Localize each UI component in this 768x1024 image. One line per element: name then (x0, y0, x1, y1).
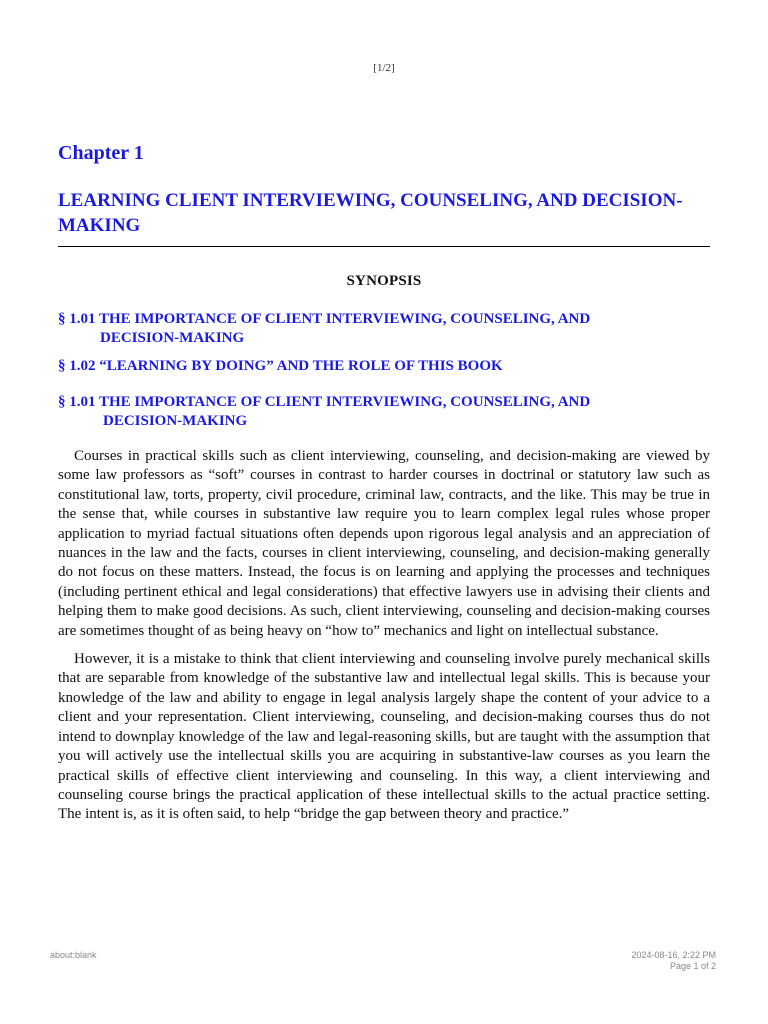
footer-url: about:blank (50, 950, 97, 960)
synopsis-entry-line: § 1.02 “LEARNING BY DOING” AND THE ROLE OF THIS BOOK (58, 358, 503, 374)
section-heading-line: § 1.01 THE IMPORTANCE OF CLIENT INTERVIEWING, COUNSELING, AND (58, 394, 591, 410)
section-heading-line: DECISION-MAKING (103, 413, 248, 429)
footer-datetime: 2024-08-16, 2:22 PM (631, 950, 716, 960)
body-paragraph: However, it is a mistake to think that client interviewing and counseling involve purely mechanical skills that are separable from knowledge of the substantive law and intellectual legal skills. This is because your knowledge of the law and ability to engage in legal analysis largely shape the content of your advice to a client and your representation. Client interviewing, counseling, and decision-making courses thus do not intend to downplay knowledge of the law and legal-reasoning skills, but are taught with the assumption that you will actively use the intellectual skills you are acquiring in substantive-law courses as you learn the practical skills of effective client interviewing and counseling. In this way, a client interviewing and counseling course brings the practical application of these intellectual skills to the actual practice setting. The intent is, as it is often said, to help “bridge the gap between theory and practice.” (58, 651, 710, 823)
chapter-label: Chapter 1 (58, 142, 144, 164)
page-marker: [1/2] (373, 62, 395, 74)
synopsis-entry-line: DECISION-MAKING (100, 330, 245, 346)
synopsis-entry-line: § 1.01 THE IMPORTANCE OF CLIENT INTERVIEWING, COUNSELING, AND (58, 311, 591, 327)
synopsis-entry-1-02[interactable] (58, 357, 710, 376)
footer-info (631, 950, 716, 972)
title-divider (58, 246, 710, 247)
document-body (58, 140, 710, 834)
chapter-title: LEARNING CLIENT INTERVIEWING, COUNSELING, AND DECISION-MAKING (58, 190, 683, 236)
synopsis-entry-1-01[interactable] (58, 310, 710, 348)
footer-page-count: Page 1 of 2 (669, 961, 716, 971)
section-heading-1-01 (58, 393, 710, 431)
synopsis-heading: SYNOPSIS (346, 273, 422, 289)
body-paragraph: Courses in practical skills such as client interviewing, counseling, and decision-making are viewed by some law professors as “soft” courses in contrast to harder courses in doctrinal or statutory law such as constitutional law, torts, property, civil procedure, criminal law, contracts, and the like. This may be true in the sense that, while courses in substantive law require you to learn complex legal rules whose proper application to myriad factual situations often depends upon rigorous legal analysis and an appreciation of nuances in the law and the facts, courses in client interviewing, counseling, and decision-making generally do not focus on these matters. Instead, the focus is on learning and applying the processes and techniques (including pertinent ethical and legal considerations) that effective lawyers use in advising their clients and helping them to make good decisions. As such, client interviewing, counseling and decision-making courses are sometimes thought of as being heavy on “how to” mechanics and light on intellectual substance. (58, 448, 710, 639)
